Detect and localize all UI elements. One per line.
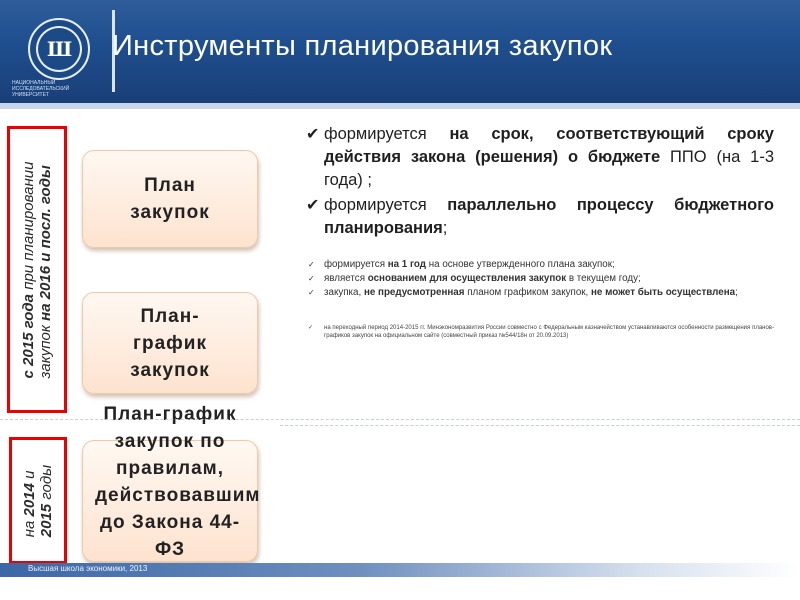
period-label-2015-text: с 2015 года при планировании закупок на 2016 и посл. годы	[20, 161, 54, 378]
section-divider	[0, 419, 800, 420]
check-icon: ✔	[306, 197, 320, 214]
logo-caption: НАЦИОНАЛЬНЫЙ ИССЛЕДОВАТЕЛЬСКИЙ УНИВЕРСИТЕТ	[12, 80, 70, 98]
period-label-2015	[7, 126, 67, 413]
plan-box-label: План закупок	[130, 175, 210, 223]
hse-logo	[28, 18, 90, 80]
slide-title: Инструменты планирования закупок	[112, 30, 613, 62]
bullet-content	[306, 123, 774, 340]
check-icon: ✓	[308, 325, 314, 331]
bullet-one-year: ✓ формируется на 1 год на основе утвержденного плана закупок;	[308, 259, 615, 270]
plan-box-label: План-график закупок по правилам, действовавшим до Закона 44-ФЗ	[95, 404, 261, 560]
check-icon: ✓	[308, 288, 315, 297]
period-label-2014	[9, 437, 67, 564]
check-icon: ✓	[308, 260, 315, 269]
bullet-not-allowed: ✓ закупка, не предусмотренная планом графиком закупок, не может быть осуществлена;	[308, 287, 738, 298]
schedule-bullets	[306, 258, 774, 300]
check-icon: ✓	[308, 274, 315, 283]
plan-box-schedule-old-rules	[82, 404, 261, 562]
header-stripe	[0, 103, 800, 109]
plan-box-schedule	[82, 292, 258, 394]
section-divider	[280, 425, 800, 426]
bullet-term: ✔ формируется на срок, соответствующий сроку действия закона (решения) о бюджете ППО (на 1-3 года) ;	[306, 125, 774, 189]
transition-note: ✓ на переходный период 2014-2015 гг. Минэкономразвития России совместно с Федеральным казначейством устанавливаются особенности размещения планов-графиков закупок на официальном сайте (совместный приказ №544/18н от 20.09.2013)	[308, 325, 774, 339]
period-label-2014-text: на 2014 и 2015 годы	[21, 464, 55, 537]
bullet-basis: ✓ является основанием для осуществления закупок в текущем году;	[308, 273, 641, 284]
bullet-parallel: ✔ формируется параллельно процессу бюджетного планирования;	[306, 196, 774, 237]
check-icon: ✔	[306, 126, 320, 143]
header-bar	[0, 0, 800, 103]
hse-logo-mark: Ш	[46, 37, 72, 61]
plan-box-label: План-график закупок	[130, 305, 210, 381]
plan-box-purchase-plan	[82, 150, 258, 248]
footer-text: Высшая школа экономики, 2013	[28, 564, 148, 573]
footer-bar	[0, 563, 800, 577]
